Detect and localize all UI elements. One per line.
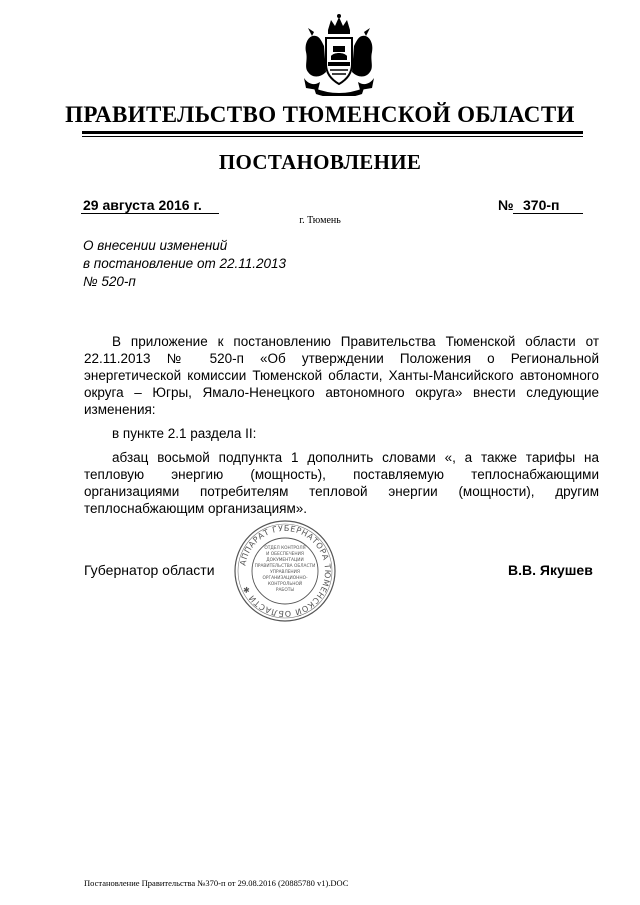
signatory-name: В.В. Якушев bbox=[508, 562, 593, 578]
document-type-title: ПОСТАНОВЛЕНИЕ bbox=[218, 150, 422, 174]
header-rule-thick bbox=[82, 131, 583, 134]
subject-line: О внесении изменений bbox=[83, 238, 228, 253]
svg-text:КОНТРОЛЬНОЙ: КОНТРОЛЬНОЙ bbox=[267, 582, 303, 587]
subject-line: в постановление от 22.11.2013 bbox=[83, 256, 287, 271]
document-body bbox=[84, 333, 599, 524]
official-seal-stamp bbox=[233, 519, 337, 623]
number-underline bbox=[513, 213, 583, 214]
government-title: ПРАВИТЕЛЬСТВО ТЮМЕНСКОЙ ОБЛАСТИ bbox=[65, 102, 575, 127]
document-date: 29 августа 2016 г. bbox=[83, 197, 202, 213]
svg-text:ОТДЕЛ КОНТРОЛЯ: ОТДЕЛ КОНТРОЛЯ bbox=[264, 546, 306, 551]
svg-text:УПРАВЛЕНИЯ: УПРАВЛЕНИЯ bbox=[270, 570, 300, 575]
document-subject bbox=[83, 237, 286, 291]
svg-text:РАБОТЫ: РАБОТЫ bbox=[275, 588, 295, 593]
svg-text:ОРГАНИЗАЦИОННО-: ОРГАНИЗАЦИОННО- bbox=[262, 576, 308, 581]
svg-text:ПРАВИТЕЛЬСТВА ОБЛАСТИ: ПРАВИТЕЛЬСТВА ОБЛАСТИ bbox=[254, 564, 316, 569]
header-rule-thin bbox=[82, 136, 583, 137]
coat-of-arms-icon bbox=[298, 12, 380, 96]
body-paragraph: абзац восьмой подпункта 1 дополнить словами «, а также тарифы на тепловую энергию (мощность), поставляемую теплоснабжающими организациями потребителям тепловой энергии (мощности), другим теплоснабжающим организациям». bbox=[84, 450, 599, 516]
body-paragraph: в пункте 2.1 раздела II: bbox=[112, 426, 257, 441]
svg-text:И ОБЕСПЕЧЕНИЯ: И ОБЕСПЕЧЕНИЯ bbox=[266, 552, 304, 557]
document-number: 370-п bbox=[523, 197, 560, 213]
document-footer: Постановление Правительства №370-п от 29.08.2016 (20885780 v1).DOC bbox=[84, 878, 349, 888]
document-number-label: № bbox=[498, 197, 514, 213]
date-underline bbox=[81, 213, 219, 214]
svg-text:ДОКУМЕНТАЦИИ: ДОКУМЕНТАЦИИ bbox=[266, 558, 304, 563]
city-label: г. Тюмень bbox=[299, 215, 341, 226]
signatory-position: Губернатор области bbox=[84, 562, 215, 578]
subject-line: № 520-п bbox=[83, 274, 136, 289]
svg-text:АППАРАТ ГУБЕРНАТОРА ТЮМЕНСКОЙ: АППАРАТ ГУБЕРНАТОРА ТЮМЕНСКОЙ ОБЛАСТИ ✱ bbox=[238, 523, 333, 619]
body-paragraph: В приложение к постановлению Правительства Тюменской области от 22.11.2013 № 520-п «Об утверждении Положения о Региональной энергетической комиссии Тюменской области, Ханты-Мансийского автономного округа – Югры, Ямало-Ненецкого автономного округа» внести следующие изменения: bbox=[84, 334, 599, 417]
